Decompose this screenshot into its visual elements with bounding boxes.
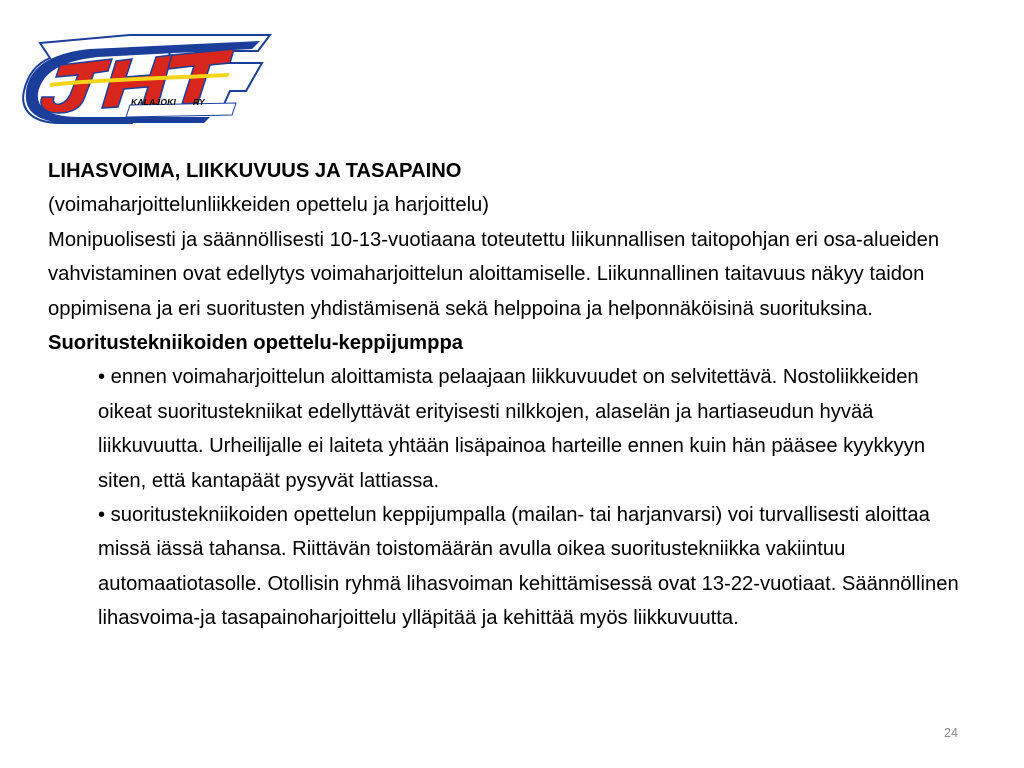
bullet-item-2: • suoritustekniikoiden opettelun keppijumpalla (mailan- tai harjanvarsi) voi turvallisesti aloittaa missä iässä tahansa. Riittävän toistomäärän avulla oikea suoritustekniikka vakiintuu automaatiotasolle. Otollisin ryhmä lihasvoiman kehittämisessä ovat 13-22-vuotiaat. Säännöllinen lihasvoima-ja tasapainoharjoittelu ylläpitää ja kehittää myös liikkuvuutta.	[98, 504, 959, 630]
logo-kalajoki-text: KALAJOKI	[131, 97, 177, 107]
slide-subtitle: (voimaharjoittelunliikkeiden opettelu ja harjoittelu)	[48, 194, 490, 217]
section-heading: Suoritustekniikoiden opettelu-keppijumppa	[48, 332, 463, 355]
bullet-item-1: • ennen voimaharjoittelun aloittamista pelaajaan liikkuvuudet on selvitettävä. Nostoliikkeiden oikeat suoritustekniikat edellyttävät erityisesti nilkkojen, alaselän ja hartiaseudun hyvää liikkuvuutta. Urheilijalle ei laiteta yhtään lisäpainoa harteille ennen kuin hän pääsee kyykkyyn siten, että kantapäät pysyvät lattiassa.	[98, 366, 926, 492]
slide-body	[48, 154, 978, 636]
slide-title: LIHASVOIMA, LIIKKUVUUS JA TASAPAINO	[48, 160, 462, 182]
logo-ry-text: RY	[193, 97, 205, 107]
page-number: 24	[944, 726, 958, 740]
club-logo	[20, 33, 274, 125]
intro-paragraph: Monipuolisesti ja säännöllisesti 10-13-vuotiaana toteutettu liikunnallisen taitopohjan eri osa-alueiden vahvistaminen ovat edellytys voimaharjoittelun aloittamiselle. Liikunnallinen taitavuus näkyy taidon oppimisena ja eri suoritusten yhdistämisenä sekä helppoina ja helponnäköisinä suorituksina.	[48, 228, 940, 320]
jht-logo-graphic	[20, 33, 274, 125]
